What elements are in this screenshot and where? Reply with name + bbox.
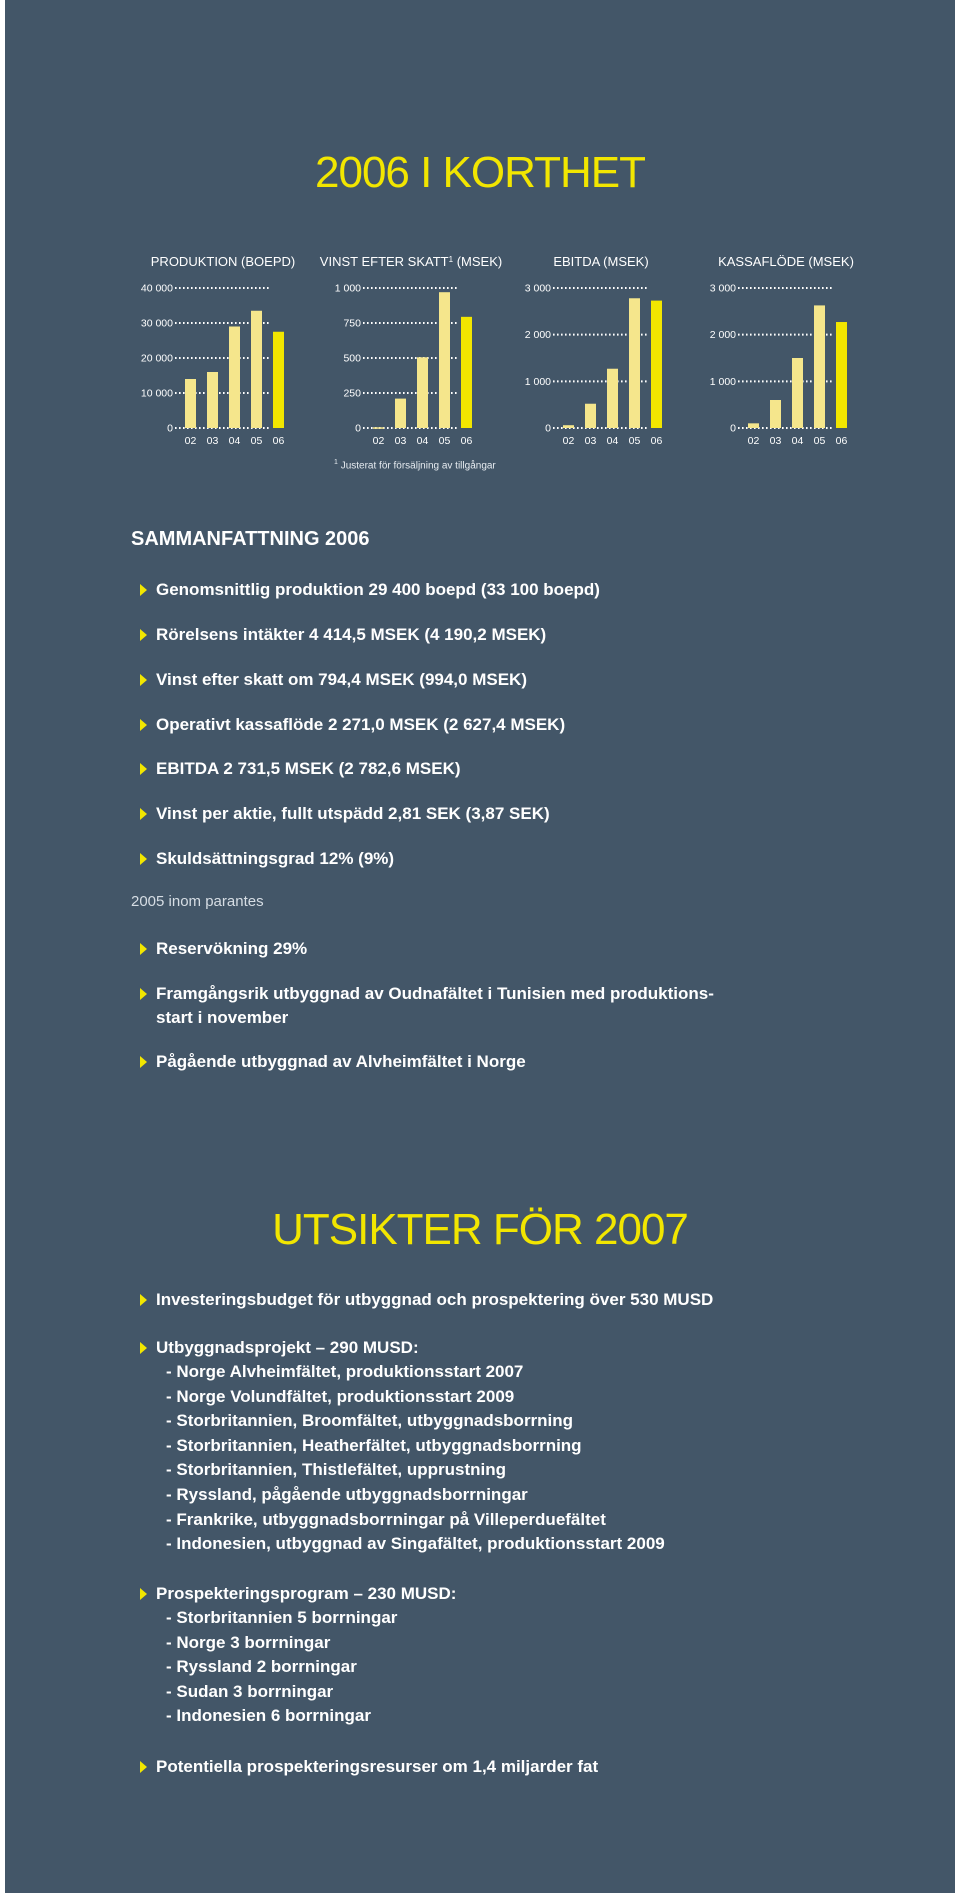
chart-kassaflode [700,250,854,450]
y-tick-label: 0 [730,422,736,435]
exploration-item: - Norge 3 borrningar [166,1632,331,1652]
summary-item [140,668,796,692]
arrow-bullet-icon [140,853,147,865]
summary-note: 2005 inom parantes [131,893,264,910]
arrow-bullet-icon [140,808,147,820]
x-tick-label: 06 [272,435,285,447]
y-tick-label: 3 000 [524,282,551,295]
bar [748,423,759,428]
x-tick-label: 02 [372,435,385,447]
y-tick-label: 3 000 [709,282,736,295]
bar [395,399,406,428]
arrow-bullet-icon [140,719,147,731]
x-tick-label: 05 [438,435,451,447]
x-tick-label: 06 [835,435,848,447]
x-tick-label: 03 [206,435,219,447]
exploration-title: Prospekteringsprogram – 230 MUSD: [156,1584,457,1603]
bar [792,358,803,428]
y-tick-label: 0 [167,422,173,435]
bar [814,305,825,428]
development-item: - Norge Alvheimfältet, produktionsstart 2007 [166,1362,524,1381]
bar [770,400,781,428]
x-tick-label: 04 [791,435,804,447]
arrow-bullet-icon [140,1761,147,1773]
chart-vinst-svg [317,250,503,450]
exploration-item: - Sudan 3 borrningar [166,1681,334,1701]
x-tick-label: 06 [650,435,663,447]
y-tick-label: 2 000 [524,329,551,342]
highlight-item-text-continued: start i november [156,1008,289,1027]
y-tick-label: 10 000 [140,387,173,400]
bar [563,425,574,428]
summary-item-text: Vinst per aktie, fullt utspädd 2,81 SEK (3,87 SEK) [156,804,550,823]
chart-title-sup: 1 [448,254,454,264]
chart-title: PRODUKTION (BOEPD) [150,254,296,269]
chart-title: VINST EFTER SKATT$^1$ (MSEK) [319,254,503,269]
chart-title-unit: (MSEK) [453,254,503,269]
chart-produktion [137,250,296,450]
development-item: - Storbritannien, Thistlefältet, upprustning [166,1460,506,1480]
bar [185,379,196,428]
x-tick-label: 04 [228,435,241,447]
outlook-resources-text: Potentiella prospekteringsresurser om 1,4 miljarder fat [156,1757,599,1776]
x-tick-label: 02 [562,435,575,447]
chart-footnote [334,459,496,471]
outlook-development [140,1336,856,1557]
x-tick-label: 05 [628,435,641,447]
footnote-text: Justerat för försäljning av tillgångar [340,460,496,472]
x-tick-label: 06 [460,435,473,447]
y-tick-label: 250 [343,387,361,400]
y-tick-label: 30 000 [140,317,173,330]
outlook-exploration [140,1582,856,1729]
chart-produktion-svg [137,250,296,450]
bar [439,292,450,428]
y-tick-label: 0 [355,422,361,435]
arrow-bullet-icon [140,1342,147,1354]
headline-2007: UTSIKTER FÖR 2007 [272,1205,688,1254]
y-tick-label: 1 000 [334,282,361,295]
development-item: - Storbritannien, Heatherfältet, utbyggnadsborrning [166,1435,582,1455]
chart-vinst [317,250,503,450]
exploration-item: - Indonesien 6 borrningar [166,1706,371,1726]
summary-item [140,578,796,602]
highlight-item-text: Pågående utbyggnad av Alvheimfältet i Norge [156,1052,526,1071]
arrow-bullet-icon [140,1056,147,1068]
y-tick-label: 1 000 [709,375,736,388]
outlook-investment-text: Investeringsbudget för utbyggnad och prospektering över 530 MUSD [156,1290,714,1309]
highlight-item [140,1050,796,1074]
development-item: - Frankrike, utbyggnadsborrningar på Villeperduefältet [166,1509,606,1529]
summary-item-text: Genomsnittlig produktion 29 400 boepd (33 100 boepd) [156,580,600,599]
arrow-bullet-icon [140,584,147,596]
exploration-item: - Storbritannien 5 borrningar [166,1608,398,1627]
bar [651,301,662,428]
bar [417,357,428,428]
headline-2006: 2006 I KORTHET [315,148,645,197]
highlight-item-text: Framgångsrik utbyggnad av Oudnafältet i Tunisien med produktions- [156,984,714,1003]
arrow-bullet-icon [140,988,147,1000]
outlook-resources [140,1755,856,1779]
bar [607,369,618,428]
bar [461,317,472,428]
highlight-item [140,982,796,1030]
summary-item-text: Skuldsättningsgrad 12% (9%) [156,849,395,868]
chart-ebitda [515,250,665,450]
y-tick-label: 750 [343,317,361,330]
footnote-sup: 1 [334,459,338,466]
development-item: - Storbritannien, Broomfältet, utbyggnadsborrning [166,1411,574,1431]
exploration-item: - Ryssland 2 borrningar [166,1657,357,1677]
bar [207,372,218,428]
bar [629,298,640,428]
x-tick-label: 05 [813,435,826,447]
x-tick-label: 03 [769,435,782,447]
arrow-bullet-icon [140,629,147,641]
chart-title: EBITDA (MSEK) [553,254,649,269]
summary-item-text: EBITDA 2 731,5 MSEK (2 782,6 MSEK) [156,759,461,778]
summary-item [140,713,796,737]
summary-item [140,802,796,826]
bar [229,327,240,429]
x-tick-label: 04 [606,435,619,447]
x-tick-label: 03 [584,435,597,447]
development-title: Utbyggnadsprojekt – 290 MUSD: [156,1338,419,1357]
bar [585,404,596,428]
development-item: - Norge Volundfältet, produktionsstart 2009 [166,1386,515,1406]
arrow-bullet-icon [140,763,147,775]
bar [273,332,284,428]
x-tick-label: 05 [250,435,263,447]
bar [836,322,847,428]
summary-item [140,757,796,781]
report-page [5,0,955,1893]
y-tick-label: 1 000 [524,375,551,388]
summary-item-text: Vinst efter skatt om 794,4 MSEK (994,0 MSEK) [156,670,527,689]
y-tick-label: 500 [343,352,361,365]
x-tick-label: 04 [416,435,429,447]
x-tick-label: 02 [184,435,197,447]
summary-item-text: Operativt kassaflöde 2 271,0 MSEK (2 627,4 MSEK) [156,715,566,734]
arrow-bullet-icon [140,1294,147,1306]
highlight-item [140,937,796,961]
bar [373,427,384,429]
y-tick-label: 20 000 [140,352,173,365]
x-tick-label: 02 [747,435,760,447]
x-tick-label: 03 [394,435,407,447]
bar [251,311,262,428]
chart-ebitda-svg [515,250,665,450]
y-tick-label: 2 000 [709,329,736,342]
arrow-bullet-icon [140,1588,147,1600]
chart-kassaflode-svg [700,250,854,450]
arrow-bullet-icon [140,674,147,686]
summary-title: SAMMANFATTNING 2006 [131,528,370,550]
development-item: - Indonesien, utbyggnad av Singafältet, produktionsstart 2009 [166,1534,665,1554]
chart-title: KASSAFLÖDE (MSEK) [718,254,854,269]
summary-item-text: Rörelsens intäkter 4 414,5 MSEK (4 190,2 MSEK) [156,625,547,644]
summary-item [140,623,796,647]
development-item: - Ryssland, pågående utbyggnadsborrningar [166,1484,528,1504]
outlook-investment [140,1288,856,1312]
arrow-bullet-icon [140,943,147,955]
summary-item [140,847,796,871]
y-tick-label: 40 000 [140,282,173,295]
highlight-item-text: Reservökning 29% [156,939,308,958]
y-tick-label: 0 [545,422,551,435]
